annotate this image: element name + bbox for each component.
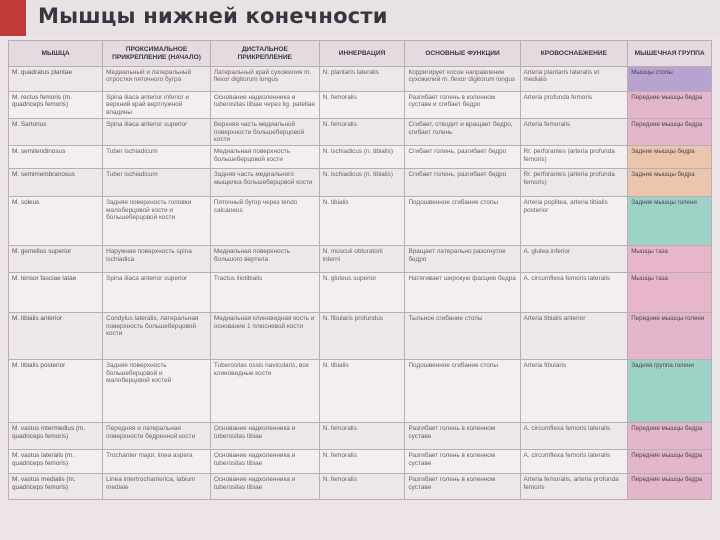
innervation-cell: N. tibialis	[319, 197, 405, 246]
blood-supply-cell: Arteria plantaris lateralis et medialis	[520, 67, 628, 92]
function-cell: Сгибает, отводит и вращает бедро, сгибает голень	[405, 119, 520, 146]
muscle-cell: M. vastus lateralis (m. quadriceps femoris)	[9, 450, 103, 474]
function-cell: Подошвенное сгибание стопы	[405, 360, 520, 423]
muscle-cell: M. semitendinosus	[9, 146, 103, 169]
muscle-group-cell: Мышцы стопы	[628, 67, 712, 92]
header-insertion: ДИСТАЛЬНОЕ ПРИКРЕПЛЕНИЕ	[210, 41, 319, 67]
muscle-cell: M. soleus	[9, 197, 103, 246]
accent-bar	[0, 0, 26, 36]
header-muscle-group: МЫШЕЧНАЯ ГРУППА	[628, 41, 712, 67]
origin-cell: Spina iliaca anterior superior	[103, 273, 211, 313]
innervation-cell: N. femoralis	[319, 92, 405, 119]
muscle-cell: M. rectus femoris (m. quadriceps femoris)	[9, 92, 103, 119]
muscle-cell: M. semimembranosus	[9, 169, 103, 197]
insertion-cell: Пяточный бугор через tendo calcaneus	[210, 197, 319, 246]
insertion-cell: Медиальная поверхность большеберцовой кости	[210, 146, 319, 169]
innervation-cell: N. tibialis	[319, 360, 405, 423]
function-cell: Сгибает голень, разгибает бедро	[405, 169, 520, 197]
innervation-cell: N. gluteus superior	[319, 273, 405, 313]
innervation-cell: N. musculi obturatorii interni	[319, 246, 405, 273]
muscle-group-cell: Передние мышцы голени	[628, 313, 712, 360]
table-row	[9, 197, 712, 246]
insertion-cell: Основание надколенника и tuberositas tibiae	[210, 423, 319, 450]
blood-supply-cell: Arteria femoralis	[520, 119, 628, 146]
origin-cell: Медиальный и латеральный отростки пяточного бугра	[103, 67, 211, 92]
muscle-cell: M. tibialis posterior	[9, 360, 103, 423]
origin-cell: Spina iliaca anterior superior	[103, 119, 211, 146]
muscle-group-cell: Передние мышцы бедра	[628, 474, 712, 500]
muscle-group-cell: Передние мышцы бедра	[628, 450, 712, 474]
table-row	[9, 169, 712, 197]
table-row	[9, 450, 712, 474]
function-cell: Корригирует косое направление сухожилий m. flexor digitorum longus	[405, 67, 520, 92]
muscle-group-cell: Задние мышцы бедра	[628, 146, 712, 169]
muscle-group-cell: Передние мышцы бедра	[628, 423, 712, 450]
function-cell: Разгибает голень в коленном суставе	[405, 474, 520, 500]
muscle-cell: M. vastus medialis (m. quadriceps femoris)	[9, 474, 103, 500]
function-cell: Вращает латерально разогнутое бедро	[405, 246, 520, 273]
insertion-cell: Tractus iliotibialis	[210, 273, 319, 313]
function-cell: Разгибает голень в коленном суставе	[405, 450, 520, 474]
insertion-cell: Задняя часть медиального мыщелка большеберцовой кости	[210, 169, 319, 197]
muscle-group-cell: Мышцы таза	[628, 246, 712, 273]
blood-supply-cell: Rr. perforantes (arteria profunda femoris)	[520, 146, 628, 169]
table-row	[9, 246, 712, 273]
origin-cell: Linea intertrochanterica, labium mediale	[103, 474, 211, 500]
innervation-cell: N. femoralis	[319, 450, 405, 474]
origin-cell: Condylus lateralis, латеральная поверхность большеберцовой кости	[103, 313, 211, 360]
header-blood-supply: КРОВОСНАБЖЕНИЕ	[520, 41, 628, 67]
muscle-cell: M. gemellus superior	[9, 246, 103, 273]
innervation-cell: N. ischiadicus (n. tibialis)	[319, 146, 405, 169]
innervation-cell: N. ischiadicus (n. tibialis)	[319, 169, 405, 197]
muscle-group-cell: Задние мышцы бедра	[628, 169, 712, 197]
page-title: Мышцы нижней конечности	[38, 4, 388, 28]
function-cell: Натягивает широкую фасцию бедра	[405, 273, 520, 313]
table-row	[9, 313, 712, 360]
table-body	[9, 67, 712, 500]
muscle-cell: M. tibialis anterior	[9, 313, 103, 360]
function-cell: Разгибает голень в коленном суставе и сгибает бедро	[405, 92, 520, 119]
blood-supply-cell: Rr. perforantes (arteria profunda femoris)	[520, 169, 628, 197]
function-cell: Разгибает голень в коленном суставе	[405, 423, 520, 450]
blood-supply-cell: A. circumflexa femoris lateralis	[520, 273, 628, 313]
muscle-group-cell: Задние мышцы голени	[628, 197, 712, 246]
muscle-table	[8, 40, 712, 500]
insertion-cell: Основание надколенника и tuberositas tibiae через lig. patellae	[210, 92, 319, 119]
blood-supply-cell: Arteria tibialis anterior	[520, 313, 628, 360]
muscle-cell: M. vastus intermedius (m. quadriceps femoris)	[9, 423, 103, 450]
blood-supply-cell: A. circumflexa femoris lateralis	[520, 423, 628, 450]
header-origin: ПРОКСИМАЛЬНОЕ ПРИКРЕПЛЕНИЕ (НАЧАЛО)	[103, 41, 211, 67]
insertion-cell: Медиальная поверхность большого вертела	[210, 246, 319, 273]
innervation-cell: N. femoralis	[319, 423, 405, 450]
table-row	[9, 119, 712, 146]
origin-cell: Передняя и латеральная поверхности бедренной кости	[103, 423, 211, 450]
insertion-cell: Медиальная клиновидная кость и основание 1 плюсневой кости	[210, 313, 319, 360]
insertion-cell: Верхняя часть медиальной поверхности большеберцовой кости	[210, 119, 319, 146]
origin-cell: Задняя поверхность большеберцовой и малоберцовой костей	[103, 360, 211, 423]
origin-cell: Наружная поверхность spina ischiadica	[103, 246, 211, 273]
innervation-cell: N. femoralis	[319, 119, 405, 146]
function-cell: Тыльное сгибание стопы	[405, 313, 520, 360]
table-row	[9, 273, 712, 313]
table-row	[9, 146, 712, 169]
muscle-cell: M. quadratus plantae	[9, 67, 103, 92]
muscle-group-cell: Передние мышцы бедра	[628, 119, 712, 146]
innervation-cell: N. femoralis	[319, 474, 405, 500]
blood-supply-cell: Arteria fibularis	[520, 360, 628, 423]
table-row	[9, 67, 712, 92]
table-row	[9, 474, 712, 500]
blood-supply-cell: A. glutea inferior	[520, 246, 628, 273]
muscle-cell: M. tensor fasciae latae	[9, 273, 103, 313]
table-row	[9, 423, 712, 450]
insertion-cell: Основание надколенника и tuberositas tibiae	[210, 450, 319, 474]
origin-cell: Tuber ischiadicum	[103, 146, 211, 169]
insertion-cell: Латеральный край сухожилия m. flexor digitorum longus	[210, 67, 319, 92]
innervation-cell: N. fibularis profundus	[319, 313, 405, 360]
muscle-group-cell: Передние мышцы бедра	[628, 92, 712, 119]
muscle-group-cell: Мышцы таза	[628, 273, 712, 313]
function-cell: Сгибает голень, разгибает бедро	[405, 146, 520, 169]
header-muscle: МЫШЦА	[9, 41, 103, 67]
function-cell: Подошвенное сгибание стопы	[405, 197, 520, 246]
blood-supply-cell: A. circumflexa femoris lateralis	[520, 450, 628, 474]
table-row	[9, 92, 712, 119]
origin-cell: Tuber ischiadicum	[103, 169, 211, 197]
title-bar	[0, 0, 720, 36]
innervation-cell: N. plantaris lateralis	[319, 67, 405, 92]
muscle-group-cell: Задняя группа голени	[628, 360, 712, 423]
insertion-cell: Основание надколенника и tuberositas tibiae	[210, 474, 319, 500]
insertion-cell: Tuberositas ossis navicularis, все клиновидные кости	[210, 360, 319, 423]
origin-cell: Spina iliaca anterior inferior и верхний край вертлужной впадины	[103, 92, 211, 119]
table-header-row	[9, 41, 712, 67]
table-row	[9, 360, 712, 423]
muscle-cell: M. Sartorius	[9, 119, 103, 146]
blood-supply-cell: Arteria poplitea, arteria tibialis posterior	[520, 197, 628, 246]
origin-cell: Trochanter major, linea aspera	[103, 450, 211, 474]
blood-supply-cell: Arteria profunda femoris	[520, 92, 628, 119]
header-function: ОСНОВНЫЕ ФУНКЦИИ	[405, 41, 520, 67]
origin-cell: Задняя поверхность головки малоберцовой кости и большеберцовой кости	[103, 197, 211, 246]
header-innervation: ИННЕРВАЦИЯ	[319, 41, 405, 67]
blood-supply-cell: Arteria femoralis, arteria profunda femoris	[520, 474, 628, 500]
